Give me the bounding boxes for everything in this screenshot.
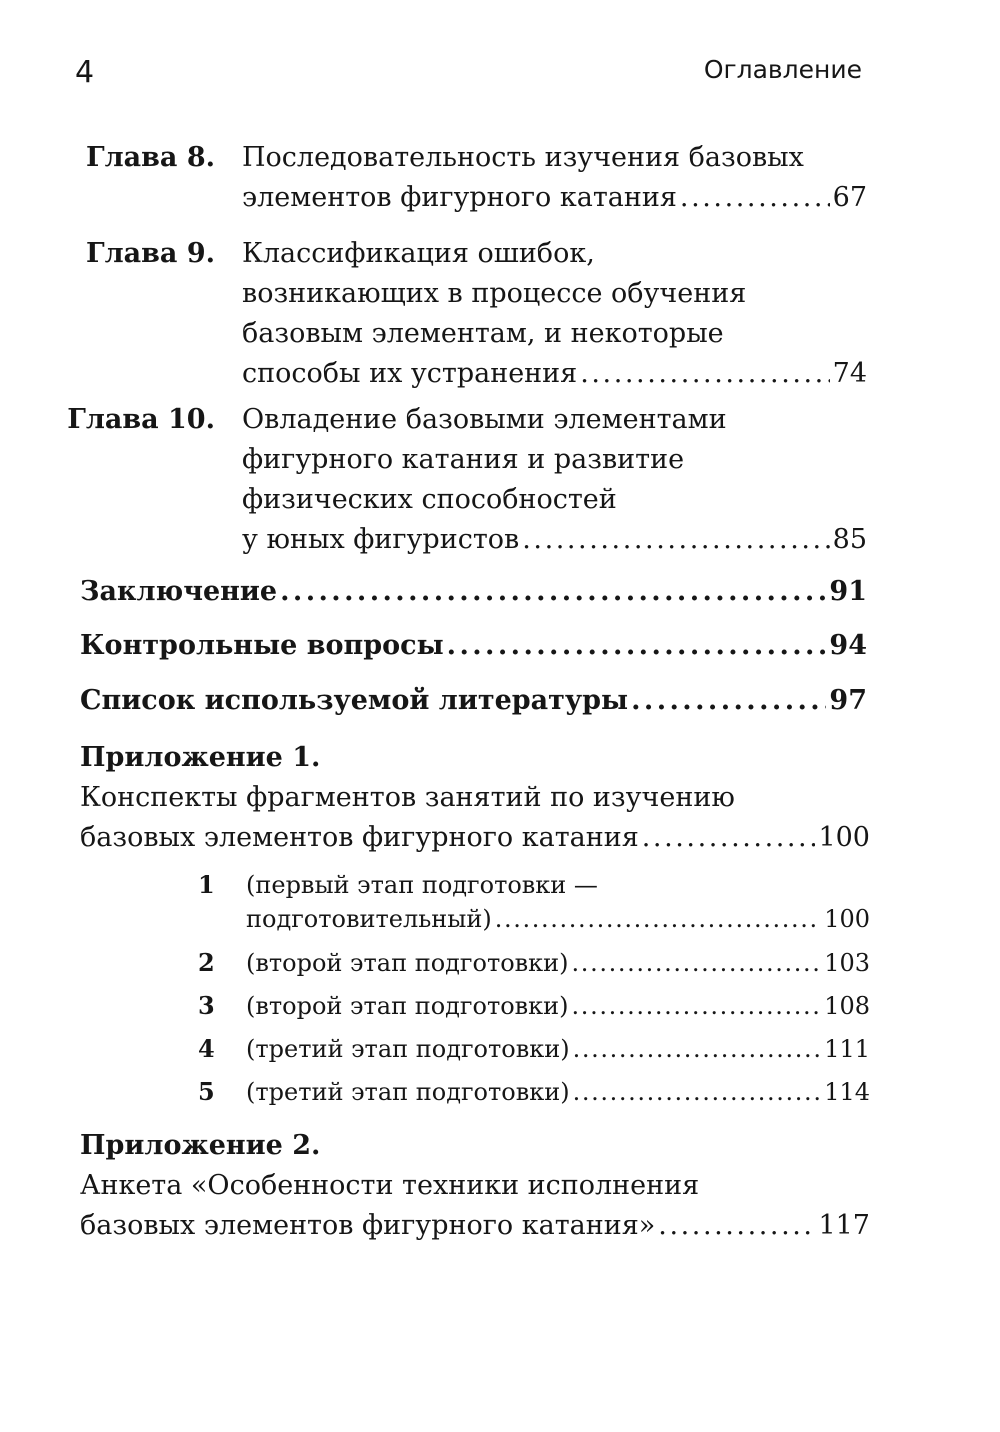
appendix-label: Приложение 2. xyxy=(80,1130,321,1161)
dot-leader xyxy=(572,946,822,980)
subitem-number: 4 xyxy=(198,1034,215,1063)
subitem-text: подготовительный) xyxy=(246,905,492,933)
toc-appendix-2[interactable] xyxy=(80,1126,870,1246)
dot-leader xyxy=(580,354,829,394)
page-ref: 85 xyxy=(832,524,867,555)
page-ref: 100 xyxy=(824,905,870,933)
subitem-number: 2 xyxy=(198,948,215,977)
page-ref: 108 xyxy=(824,992,870,1020)
chapter-title-line: у юных фигуристов xyxy=(242,524,520,555)
chapter-title-line: базовым элементам, и некоторые xyxy=(242,318,724,349)
appendix-title-line: Анкета «Особенности техники исполнения xyxy=(80,1170,700,1201)
toc-subitem-5[interactable] xyxy=(198,1075,870,1109)
toc-leader-line xyxy=(246,989,870,1023)
page-ref: 117 xyxy=(818,1210,870,1241)
chapter-title xyxy=(242,400,867,560)
dot-leader xyxy=(522,520,829,560)
page-ref: 103 xyxy=(824,949,870,977)
appendix-title-line: базовых элементов фигурного катания xyxy=(80,822,639,853)
subitem-number: 5 xyxy=(198,1077,215,1106)
toc-appendix-1[interactable] xyxy=(80,738,870,858)
chapter-title-line: возникающих в процессе обучения xyxy=(242,278,747,309)
entry-title: Контрольные вопросы xyxy=(80,630,444,661)
subitem-text: (второй этап подготовки) xyxy=(246,949,569,977)
dot-leader xyxy=(495,902,821,936)
chapter-title-line: Последовательность изучения базовых xyxy=(242,142,804,173)
chapter-label: Глава 10. xyxy=(67,404,215,435)
toc-leader-line xyxy=(246,946,870,980)
running-head-title: Оглавление xyxy=(703,55,862,84)
entry-title: Список используемой литературы xyxy=(80,685,629,716)
page-number: 4 xyxy=(75,55,95,90)
page-ref: 97 xyxy=(829,685,867,716)
dot-leader xyxy=(631,681,826,721)
toc-leader-line xyxy=(242,178,867,218)
toc-leader-line xyxy=(246,1032,870,1066)
dot-leader xyxy=(280,572,826,612)
chapter-title xyxy=(242,234,867,394)
toc-leader-line xyxy=(80,1206,870,1246)
page-ref: 67 xyxy=(832,182,867,213)
toc-leader-line xyxy=(242,520,867,560)
dot-leader xyxy=(680,178,830,218)
toc-leader-line xyxy=(80,818,870,858)
subitem-text: (второй этап подготовки) xyxy=(246,992,569,1020)
subitem-text: (третий этап подготовки) xyxy=(246,1035,570,1063)
subitem-number: 3 xyxy=(198,991,215,1020)
page-ref: 74 xyxy=(832,358,867,389)
page-ref: 91 xyxy=(829,576,867,607)
page-ref: 111 xyxy=(824,1035,870,1063)
chapter-title-line: способы их устранения xyxy=(242,358,578,389)
dot-leader xyxy=(573,1075,822,1109)
chapter-title-line: фигурного катания и развитие xyxy=(242,444,685,475)
toc-leader-line xyxy=(246,1075,870,1109)
dot-leader xyxy=(572,989,822,1023)
toc-subitem-4[interactable] xyxy=(198,1032,870,1066)
appendix-title-line: базовых элементов фигурного катания» xyxy=(80,1210,656,1241)
chapter-title-line: Классификация ошибок, xyxy=(242,238,595,269)
toc-entry-conclusion[interactable] xyxy=(80,572,867,612)
appendix-label: Приложение 1. xyxy=(80,742,321,773)
page-ref: 114 xyxy=(824,1078,870,1106)
subitem-number: 1 xyxy=(198,870,215,899)
appendix-title-line: Конспекты фрагментов занятий по изучению xyxy=(80,782,735,813)
toc-subitem-1[interactable] xyxy=(198,868,870,936)
entry-title: Заключение xyxy=(80,576,278,607)
chapter-title-line: элементов фигурного катания xyxy=(242,182,677,213)
dot-leader xyxy=(447,626,827,666)
chapter-title-line: Овладение базовыми элементами xyxy=(242,404,727,435)
dot-leader xyxy=(573,1032,822,1066)
toc-entry-control-questions[interactable] xyxy=(80,626,867,666)
chapter-title xyxy=(242,138,867,218)
toc-leader-line xyxy=(242,354,867,394)
page-ref: 94 xyxy=(829,630,867,661)
toc-leader-line xyxy=(246,902,870,936)
dot-leader xyxy=(658,1206,815,1246)
toc-subitem-2[interactable] xyxy=(198,946,870,980)
dot-leader xyxy=(642,818,816,858)
chapter-label: Глава 8. xyxy=(85,142,215,173)
subitem-text: (третий этап подготовки) xyxy=(246,1078,570,1106)
chapter-label: Глава 9. xyxy=(85,238,215,269)
subitem-text: (первый этап подготовки — xyxy=(246,871,598,899)
page-ref: 100 xyxy=(818,822,870,853)
chapter-title-line: физических способностей xyxy=(242,484,617,515)
toc-entry-bibliography[interactable] xyxy=(80,681,867,721)
toc-subitem-3[interactable] xyxy=(198,989,870,1023)
